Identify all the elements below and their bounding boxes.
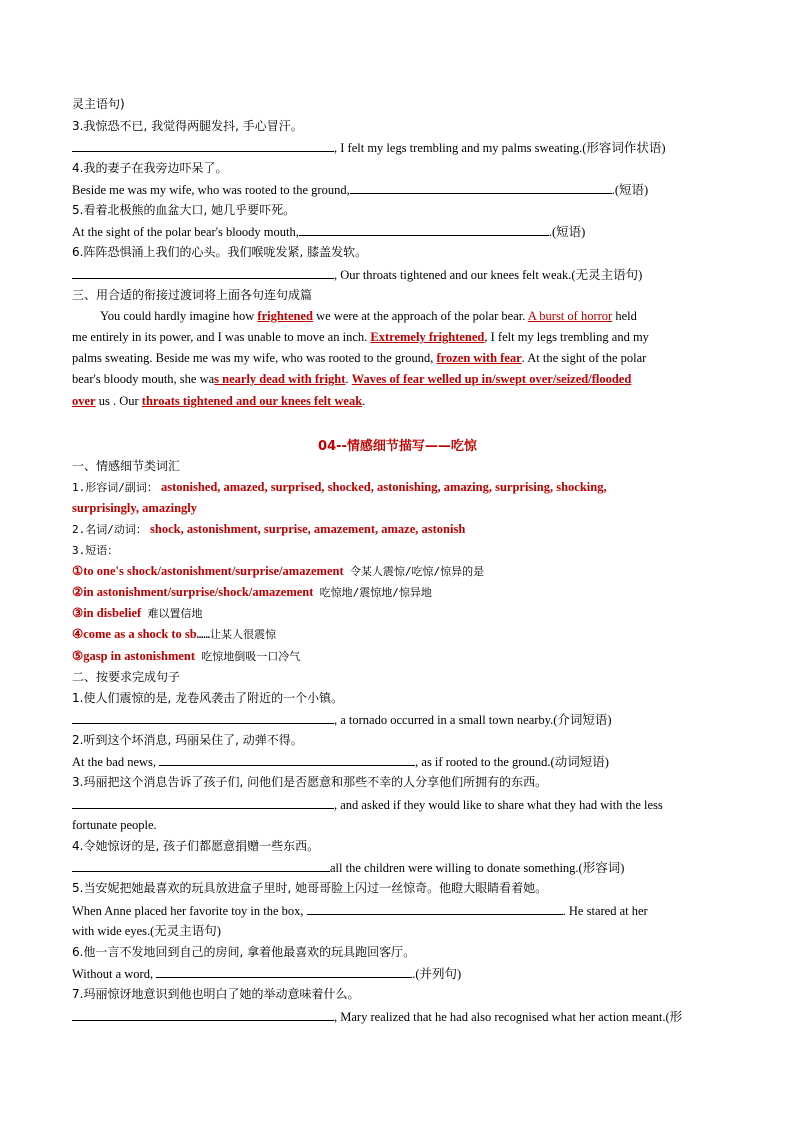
question-6-chinese: 6.他一言不发地回到自己的房间, 拿着他最喜欢的玩具跑回客厅。 (72, 945, 416, 959)
paragraph-line-2: me entirely in its power, and I was unable to move an inch. Extremely frightened, I felt my legs trembling and my (72, 330, 649, 344)
answer-blank[interactable] (350, 181, 612, 194)
vocab-heading: 一、情感细节类词汇 (72, 459, 181, 473)
answer-blank[interactable] (72, 1008, 334, 1021)
question-1-chinese: 1.使人们震惊的是, 龙卷风袭击了附近的一个小镇。 (72, 691, 344, 705)
question-7-english: , Mary realized that he had also recognised what her action meant.(形 (72, 1008, 682, 1025)
phrase-item: ④come as a shock to sb……让某人很震惊 (72, 627, 276, 641)
sentence-6-english: , Our throats tightened and our knees felt weak.(无灵主语句) (72, 266, 642, 283)
sentence-3-chinese: 3.我惊恐不已, 我觉得两腿发抖, 手心冒汗。 (72, 119, 303, 133)
question-5-chinese: 5.当安妮把她最喜欢的玩具放进盒子里时, 她哥哥脸上闪过一丝惊奇。他瞪大眼睛看着她。 (72, 881, 548, 895)
paragraph-line-3: palms sweating. Beside me was my wife, who was rooted to the ground, frozen with fear. At the sight of the polar (72, 351, 647, 365)
sentence-6-chinese: 6.阵阵恐惧涌上我们的心头。我们喉咙发紧, 膝盖发软。 (72, 245, 368, 259)
answer-blank[interactable] (159, 753, 415, 766)
question-2-chinese: 2.听到这个坏消息, 玛丽呆住了, 动弹不得。 (72, 733, 303, 747)
question-3-english-cont: fortunate people. (72, 818, 157, 832)
answer-blank[interactable] (72, 139, 334, 152)
line-continuation: 灵主语句) (72, 97, 125, 111)
answer-blank[interactable] (307, 902, 563, 915)
phrase-label: 3.短语： (72, 544, 119, 557)
paragraph-line-1: You could hardly imagine how frightened we were at the approach of the polar bear. A burst of horror held (100, 309, 637, 323)
sentence-5-chinese: 5.看着北极熊的血盆大口, 她几乎要吓死。 (72, 203, 296, 217)
question-5-english-cont: with wide eyes.(无灵主语句) (72, 924, 221, 938)
phrase-item: ②in astonishment/surprise/shock/amazement 吃惊地/震惊地/惊异地 (72, 585, 432, 599)
question-2-english: At the bad news, , as if rooted to the ground.(动词短语) (72, 755, 609, 769)
question-3-english: , and asked if they would like to share what they had with the less (72, 796, 663, 813)
phrase-item: ⑤gasp in astonishment 吃惊地倒吸一口冷气 (72, 649, 301, 663)
paragraph-line-4: bear's bloody mouth, she was nearly dead with fright. Waves of fear welled up in/swept over/seized/flooded (72, 372, 632, 386)
paragraph-line-5: over us . Our throats tightened and our knees felt weak. (72, 394, 366, 408)
answer-blank[interactable] (156, 965, 412, 978)
answer-blank[interactable] (72, 266, 334, 279)
exercise-heading: 二、按要求完成句子 (72, 670, 181, 684)
question-1-english: , a tornado occurred in a small town nearby.(介词短语) (72, 711, 612, 728)
question-6-english: Without a word, .(并列句) (72, 967, 462, 981)
question-3-chinese: 3.玛丽把这个消息告诉了孩子们, 问他们是否愿意和那些不幸的人分享他们所拥有的东西。 (72, 775, 548, 789)
section-title: 04--情感细节描写——吃惊 (318, 439, 477, 454)
sentence-4-english: Beside me was my wife, who was rooted to the ground, .(短语) (72, 183, 649, 197)
adjective-line-2: surprisingly, amazingly (72, 501, 198, 515)
answer-blank[interactable] (72, 859, 330, 872)
adjective-line: 1.形容词/副词： astonished, amazed, surprised, shocked, astonishing, amazing, surprising, shocking, (72, 480, 607, 494)
noun-verb-line: 2.名词/动词： shock, astonishment, surprise, amazement, amaze, astonish (72, 522, 466, 536)
phrase-item: ①to one's shock/astonishment/surprise/amazement 令某人震惊/吃惊/惊异的是 (72, 564, 485, 578)
question-4-chinese: 4.令她惊讶的是, 孩子们都愿意捐赠一些东西。 (72, 839, 320, 853)
answer-blank[interactable] (72, 711, 334, 724)
question-4-english: all the children were willing to donate something.(形容词) (72, 859, 624, 876)
section-3-heading: 三、用合适的衔接过渡词将上面各句连句成篇 (72, 288, 313, 302)
phrase-item: ③in disbelief 难以置信地 (72, 606, 203, 620)
answer-blank[interactable] (299, 223, 549, 236)
sentence-5-english: At the sight of the polar bear's bloody mouth, .(短语) (72, 225, 586, 239)
question-7-chinese: 7.玛丽惊讶地意识到他也明白了她的举动意味着什么。 (72, 987, 360, 1001)
answer-blank[interactable] (72, 796, 334, 809)
sentence-4-chinese: 4.我的妻子在我旁边吓呆了。 (72, 161, 228, 175)
question-5-english: When Anne placed her favorite toy in the box, . He stared at her (72, 904, 648, 918)
sentence-3-english: , I felt my legs trembling and my palms sweating.(形容词作状语) (72, 139, 666, 156)
